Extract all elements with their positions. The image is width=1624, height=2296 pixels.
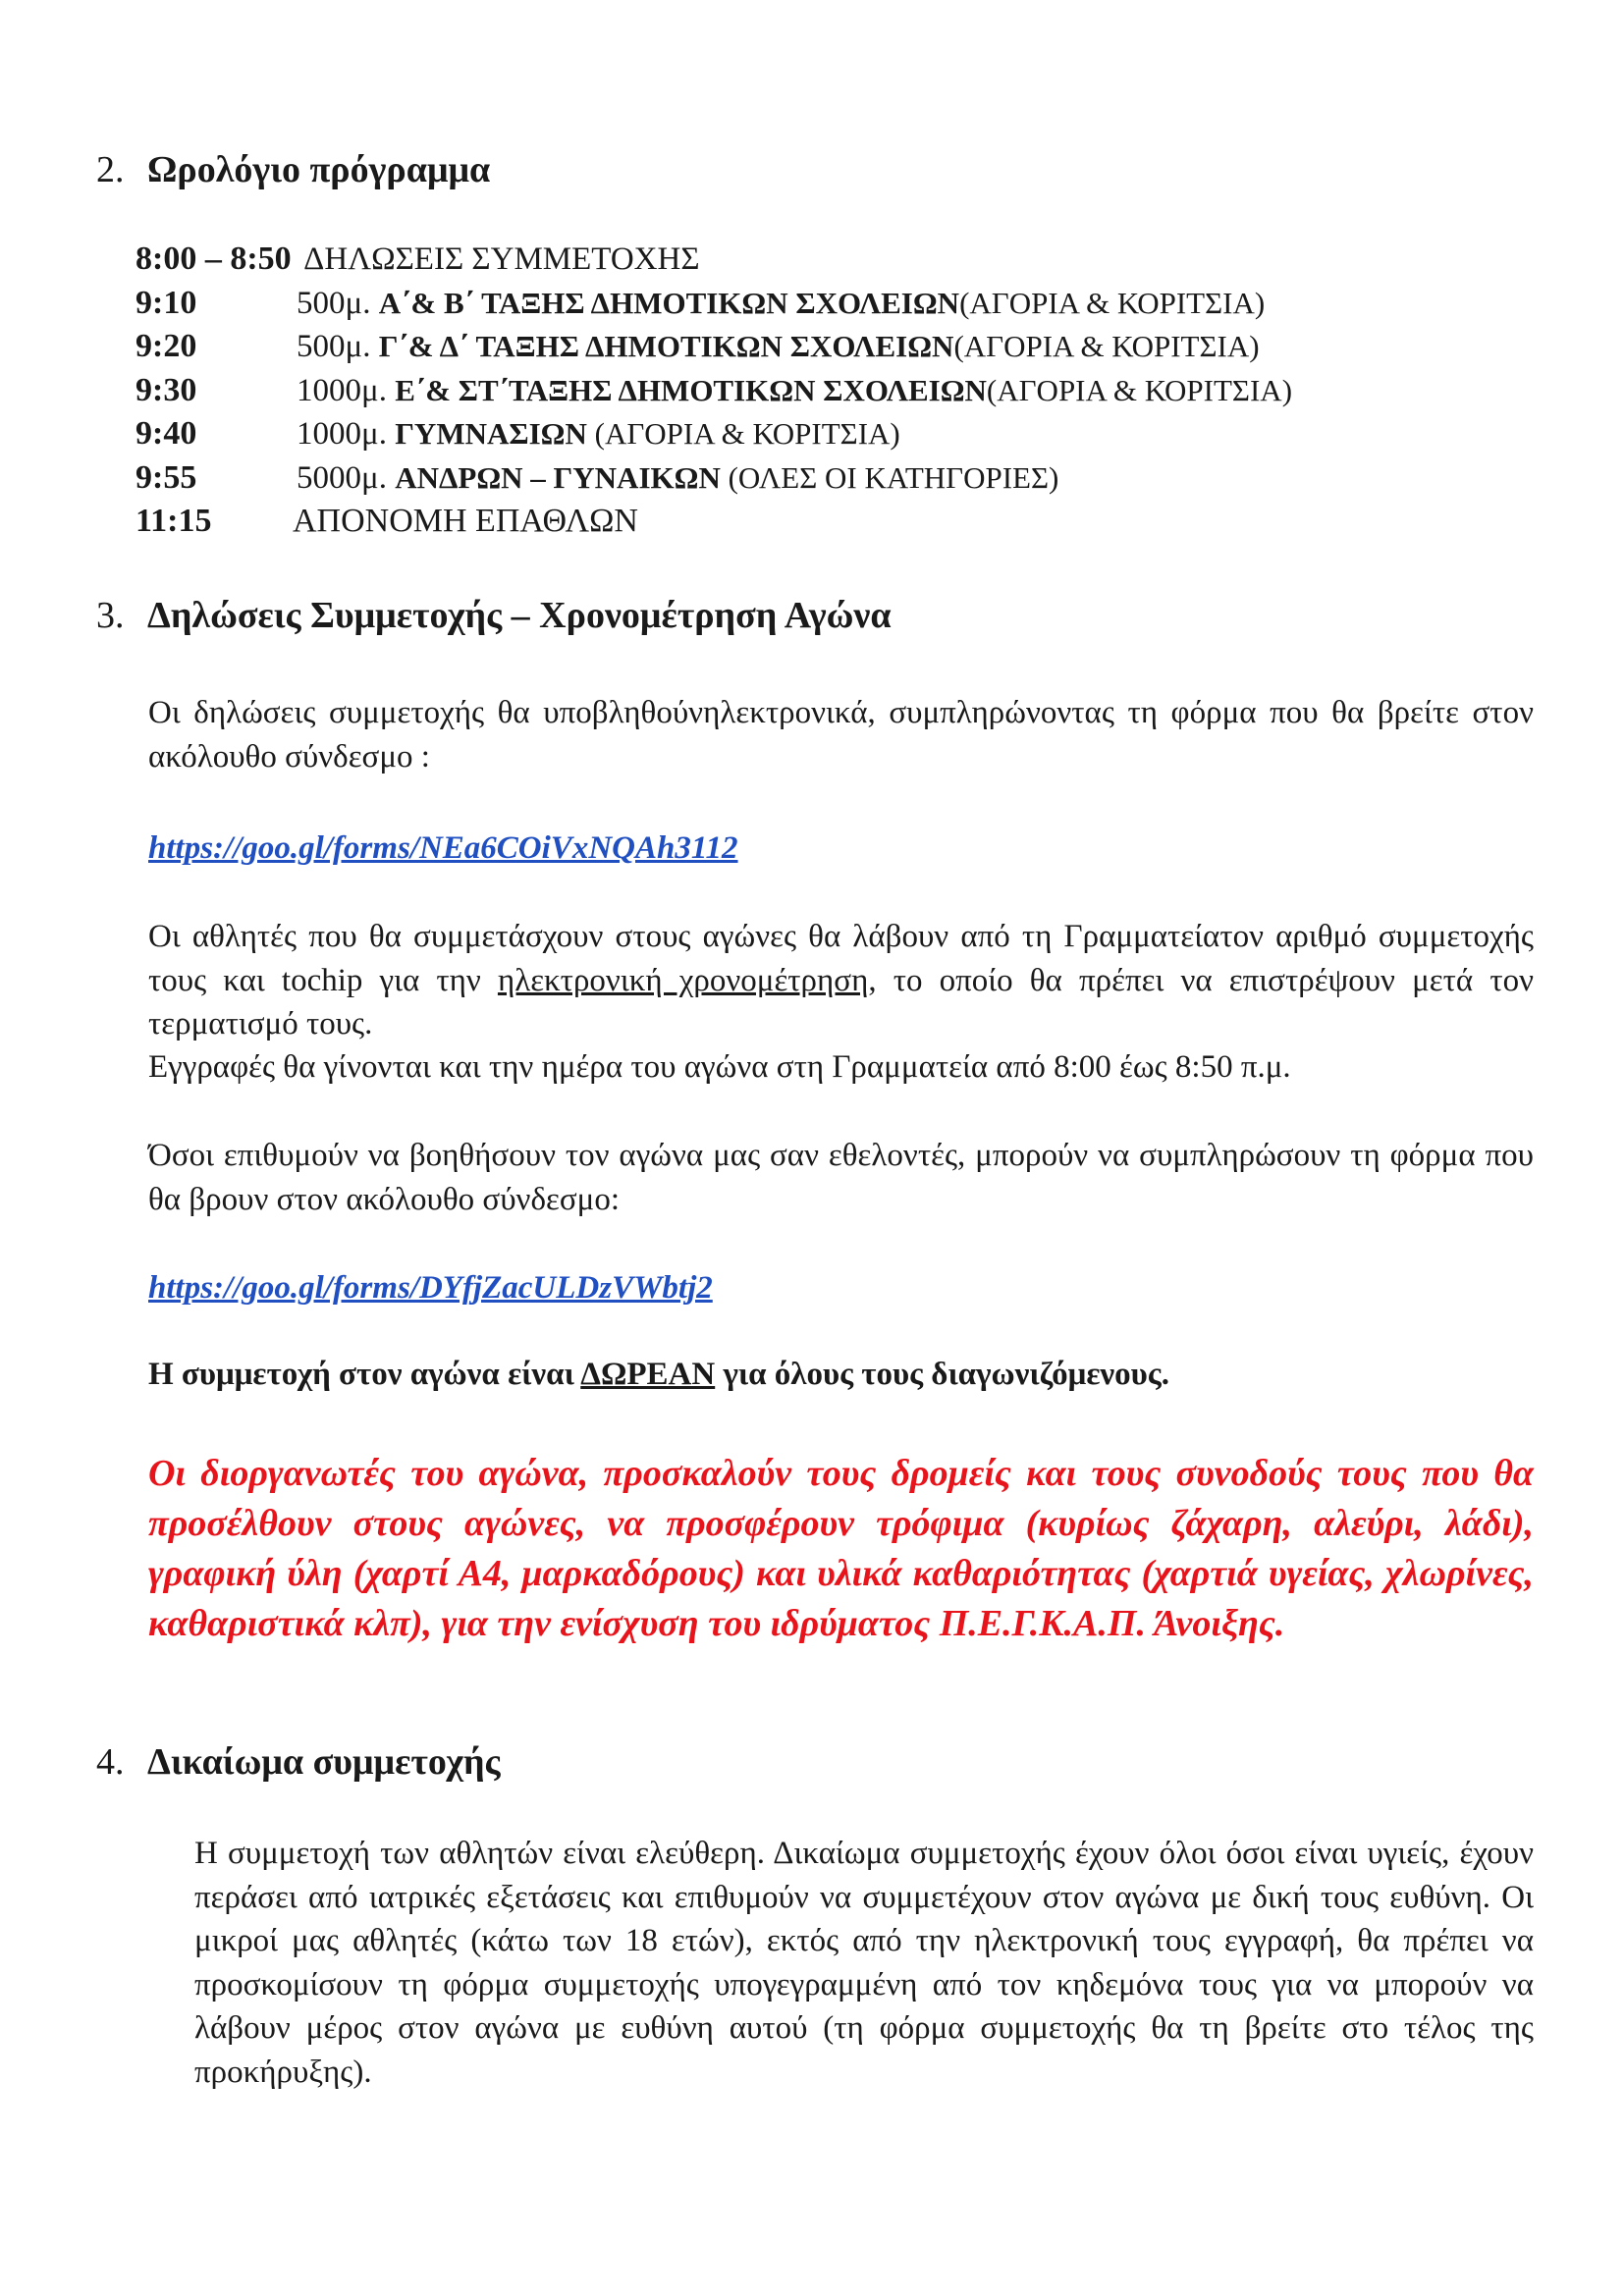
free-entry-text: Η συμμετοχή στον αγώνα είναι bbox=[148, 1357, 581, 1392]
schedule-distance: 500μ. bbox=[297, 285, 371, 321]
schedule-time: 9:10 bbox=[135, 284, 197, 321]
schedule-description: ΔΗΛΩΣΕΙΣ ΣΥΜΜΕΤΟΧΗΣ bbox=[303, 241, 700, 277]
schedule-distance: 1000μ. bbox=[297, 372, 387, 408]
schedule-row bbox=[135, 238, 700, 282]
schedule-category: Ε΄& ΣΤ΄ΤΑΞΗΣ ΔΗΜΟΤΙΚΩΝ ΣΧΟΛΕΙΩΝ bbox=[395, 372, 987, 407]
schedule-row bbox=[135, 500, 700, 544]
schedule-description: ΑΠΟΝΟΜΗ ΕΠΑΘΛΩΝ bbox=[293, 503, 638, 539]
schedule-category: Γ΄& Δ΄ ΤΑΞΗΣ ΔΗΜΟΤΙΚΩΝ ΣΧΟΛΕΙΩΝ bbox=[378, 329, 954, 363]
schedule-row bbox=[135, 325, 1260, 369]
free-entry-text-end: για όλους τους διαγωνιζόμενους. bbox=[715, 1357, 1169, 1392]
schedule-time: 8:00 – 8:50 bbox=[135, 240, 292, 277]
schedule-distance: 1000μ. bbox=[297, 416, 387, 452]
schedule-description bbox=[297, 456, 1058, 501]
free-entry-notice bbox=[148, 1353, 1169, 1396]
schedule-distance: 5000μ. bbox=[297, 459, 387, 496]
eligibility-paragraph: Η συμμετοχή των αθλητών είναι ελεύθερη. Δικαίωμα συμμετοχής έχουν όλοι όσοι είναι υγιείς, έχουν περάσει από ιατρικές εξετάσεις και επιθυμούν να συμμετέχουν στον αγώνα με δική τους ευθύνη. Οι μικροί μας αθλητές (κάτω των 18 ετών), εκτός από την ηλεκτρονική τους εγγραφή, θα πρέπει να προσκομίσουν τη φόρμα συμμετοχής υπογεγραμμένη από τον κηδεμόνα τους για να μπορούν να λάβουν μέρος στον αγώνα με ευθύνη αυτού (τη φόρμα συμμετοχής θα τη βρείτε στο τέλος της προκήρυξης). bbox=[194, 1836, 1534, 2090]
schedule-description bbox=[297, 369, 1292, 413]
section-title: Δικαίωμα συμμετοχής bbox=[147, 1741, 501, 1783]
section-2-heading bbox=[96, 147, 490, 192]
schedule-note: (ΑΓΟΡΙΑ & ΚΟΡΙΤΣΙΑ) bbox=[953, 329, 1260, 363]
schedule-time: 9:20 bbox=[135, 328, 197, 364]
schedule-distance: 500μ. bbox=[297, 329, 371, 364]
schedule-note: (ΑΓΟΡΙΑ & ΚΟΡΙΤΣΙΑ) bbox=[959, 285, 1266, 320]
schedule-category: ΑΝΔΡΩΝ – ΓΥΝΑΙΚΩΝ bbox=[395, 459, 721, 495]
schedule-time: 11:15 bbox=[135, 503, 212, 539]
section-title: Δηλώσεις Συμμετοχής – Χρονομέτρηση Αγώνα bbox=[147, 595, 892, 636]
section-number: 4. bbox=[96, 1741, 125, 1783]
registration-form-link[interactable]: https://goo.gl/forms/NEa6COiVxNQAh3112 bbox=[148, 830, 738, 866]
onsite-registration-paragraph: Εγγραφές θα γίνονται και την ημέρα του αγώνα στη Γραμματεία από 8:00 έως 8:50 π.μ. bbox=[148, 1049, 1291, 1085]
schedule-description bbox=[297, 282, 1265, 326]
schedule-time: 9:30 bbox=[135, 371, 197, 408]
section-title: Ωρολόγιο πρόγραμμα bbox=[147, 149, 491, 190]
schedule-table bbox=[135, 238, 1293, 544]
registration-paragraph: Οι δηλώσεις συμμετοχής θα υποβληθούνηλεκτρονικά, συμπληρώνοντας τη φόρμα που θα βρείτε στον ακόλουθο σύνδεσμο : bbox=[148, 695, 1534, 774]
electronic-timing-text: ηλεκτρονική χρονομέτρηση bbox=[497, 962, 869, 998]
timing-text-end: , το οποίο θα πρέπει να επιστρέψουν μετά τον τερματισμό τους. bbox=[148, 962, 1534, 1041]
schedule-category: Α΄& Β΄ ΤΑΞΗΣ ΔΗΜΟΤΙΚΩΝ ΣΧΟΛΕΙΩΝ bbox=[378, 285, 960, 320]
schedule-time: 9:40 bbox=[135, 415, 197, 452]
schedule-note: (ΑΓΟΡΙΑ & ΚΟΡΙΤΣΙΑ) bbox=[986, 372, 1293, 407]
donation-appeal: Οι διοργανωτές του αγώνα, προσκαλούν τους δρομείς και τους συνοδούς τους που θα προσέλθουν στους αγώνες, να προσφέρουν τρόφιμα (κυρίως ζάχαρη, αλεύρι, λάδι), γραφική ύλη (χαρτί Α4, μαρκαδόρους) και υλικά καθαριότητας (χαρτιά υγείας, χλωρίνες, καθαριστικά κλπ), για την ενίσχυση του ιδρύματος Π.Ε.Γ.Κ.Α.Π. Άνοιξης. bbox=[148, 1453, 1534, 1644]
free-entry-word: ΔΩΡΕΑΝ bbox=[580, 1357, 716, 1392]
schedule-row bbox=[135, 369, 1293, 413]
schedule-row bbox=[135, 282, 1266, 326]
schedule-category: ΓΥΜΝΑΣΙΩΝ bbox=[395, 416, 587, 451]
schedule-time: 9:55 bbox=[135, 458, 197, 496]
schedule-row bbox=[135, 412, 900, 456]
section-3-heading bbox=[96, 593, 892, 638]
section-number: 2. bbox=[96, 149, 125, 190]
volunteers-paragraph: Όσοι επιθυμούν να βοηθήσουν τον αγώνα μας σαν εθελοντές, μπορούν να συμπληρώσουν τη φόρμα που θα βρουν στον ακόλουθο σύνδεσμο: bbox=[148, 1138, 1534, 1217]
timing-text: Οι αθλητές που θα συμμετάσχουν στους αγώνες θα λάβουν από τη Γραμματείατον αριθμό συμμετοχής τους και tochip για την bbox=[148, 919, 1534, 998]
schedule-row bbox=[135, 456, 1059, 501]
schedule-description bbox=[297, 325, 1260, 369]
timing-paragraph bbox=[148, 915, 1534, 1046]
schedule-note: (ΟΛΕΣ ΟΙ ΚΑΤΗΓΟΡΙΕΣ) bbox=[720, 459, 1059, 495]
schedule-note: (ΑΓΟΡΙΑ & ΚΟΡΙΤΣΙΑ) bbox=[586, 416, 900, 451]
schedule-description bbox=[297, 412, 900, 456]
volunteer-form-link[interactable]: https://goo.gl/forms/DYfjZacULDzVWbtj2 bbox=[148, 1270, 713, 1306]
section-4-heading bbox=[96, 1739, 501, 1785]
section-number: 3. bbox=[96, 595, 125, 636]
